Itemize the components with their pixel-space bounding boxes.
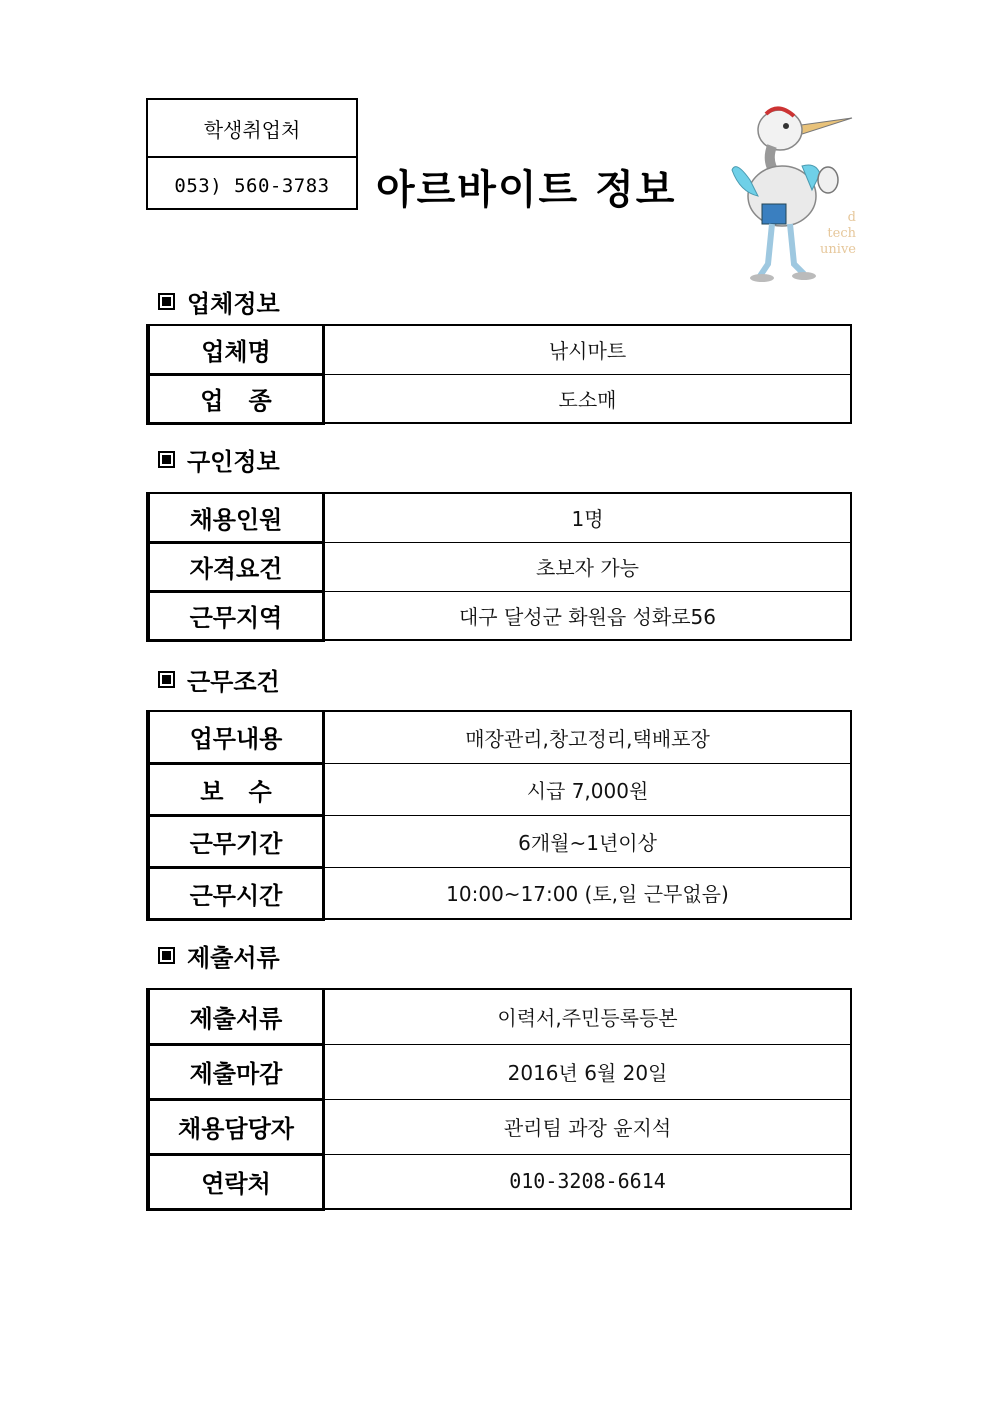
row-value: 매장관리,창고정리,택배포장 xyxy=(324,711,852,763)
square-bullet-icon xyxy=(158,293,175,310)
table-row xyxy=(148,867,851,919)
row-value: 시급 7,000원 xyxy=(324,763,852,815)
row-value: 2016년 6월 20일 xyxy=(324,1044,852,1099)
row-label: 자격요건 xyxy=(148,542,324,591)
row-value: 1명 xyxy=(324,493,852,542)
table-row xyxy=(148,325,851,374)
table-row xyxy=(148,591,851,640)
watermark-line: d xyxy=(847,210,856,225)
row-value: 대구 달성군 화원읍 성화로56 xyxy=(324,591,852,640)
row-value: 이력서,주민등록등본 xyxy=(324,989,852,1044)
row-value: 초보자 가능 xyxy=(324,542,852,591)
documents-info-table xyxy=(146,988,852,1211)
row-value: 도소매 xyxy=(324,374,852,423)
page-title: 아르바이트 정보 xyxy=(376,167,677,213)
row-value: 010-3208-6614 xyxy=(324,1154,852,1209)
table-row xyxy=(148,989,851,1044)
mascot-watermark xyxy=(812,210,856,258)
row-value: 6개월~1년이상 xyxy=(324,815,852,867)
crane-mascot-icon xyxy=(706,100,856,290)
table-row xyxy=(148,1154,851,1209)
office-phone: 053) 560-3783 xyxy=(174,174,330,197)
row-label: 제출서류 xyxy=(148,989,324,1044)
watermark-line: tech xyxy=(827,226,856,241)
row-label: 제출마감 xyxy=(148,1044,324,1099)
row-label: 연락처 xyxy=(148,1154,324,1209)
square-bullet-icon xyxy=(158,671,175,688)
row-value: 관리팀 과장 윤지석 xyxy=(324,1099,852,1154)
table-row xyxy=(148,815,851,867)
office-contact-box xyxy=(146,98,358,210)
row-label: 보 수 xyxy=(148,763,324,815)
section-heading-company xyxy=(158,284,280,319)
row-label: 채용인원 xyxy=(148,493,324,542)
row-value: 낚시마트 xyxy=(324,325,852,374)
section-heading-conditions xyxy=(158,662,280,697)
company-info-table xyxy=(146,324,852,425)
office-label: 학생취업처 xyxy=(148,100,356,158)
row-label: 근무시간 xyxy=(148,867,324,919)
recruit-info-table xyxy=(146,492,852,642)
square-bullet-icon xyxy=(158,451,175,468)
row-label: 채용담당자 xyxy=(148,1099,324,1154)
table-row xyxy=(148,1044,851,1099)
row-value: 10:00~17:00 (토,일 근무없음) xyxy=(324,867,852,919)
table-row xyxy=(148,374,851,423)
conditions-info-table xyxy=(146,710,852,921)
table-row xyxy=(148,711,851,763)
table-row xyxy=(148,542,851,591)
row-label: 업 종 xyxy=(148,374,324,423)
section-title: 업체정보 xyxy=(187,289,280,318)
square-bullet-icon xyxy=(158,947,175,964)
section-title: 구인정보 xyxy=(187,447,280,476)
row-label: 근무지역 xyxy=(148,591,324,640)
section-heading-recruit xyxy=(158,442,280,477)
watermark-line: unive xyxy=(820,242,856,257)
table-row xyxy=(148,1099,851,1154)
row-label: 업체명 xyxy=(148,325,324,374)
section-heading-documents xyxy=(158,938,280,973)
row-label: 업무내용 xyxy=(148,711,324,763)
section-title: 제출서류 xyxy=(187,943,280,972)
row-label: 근무기간 xyxy=(148,815,324,867)
table-row xyxy=(148,493,851,542)
section-title: 근무조건 xyxy=(187,667,280,696)
table-row xyxy=(148,763,851,815)
